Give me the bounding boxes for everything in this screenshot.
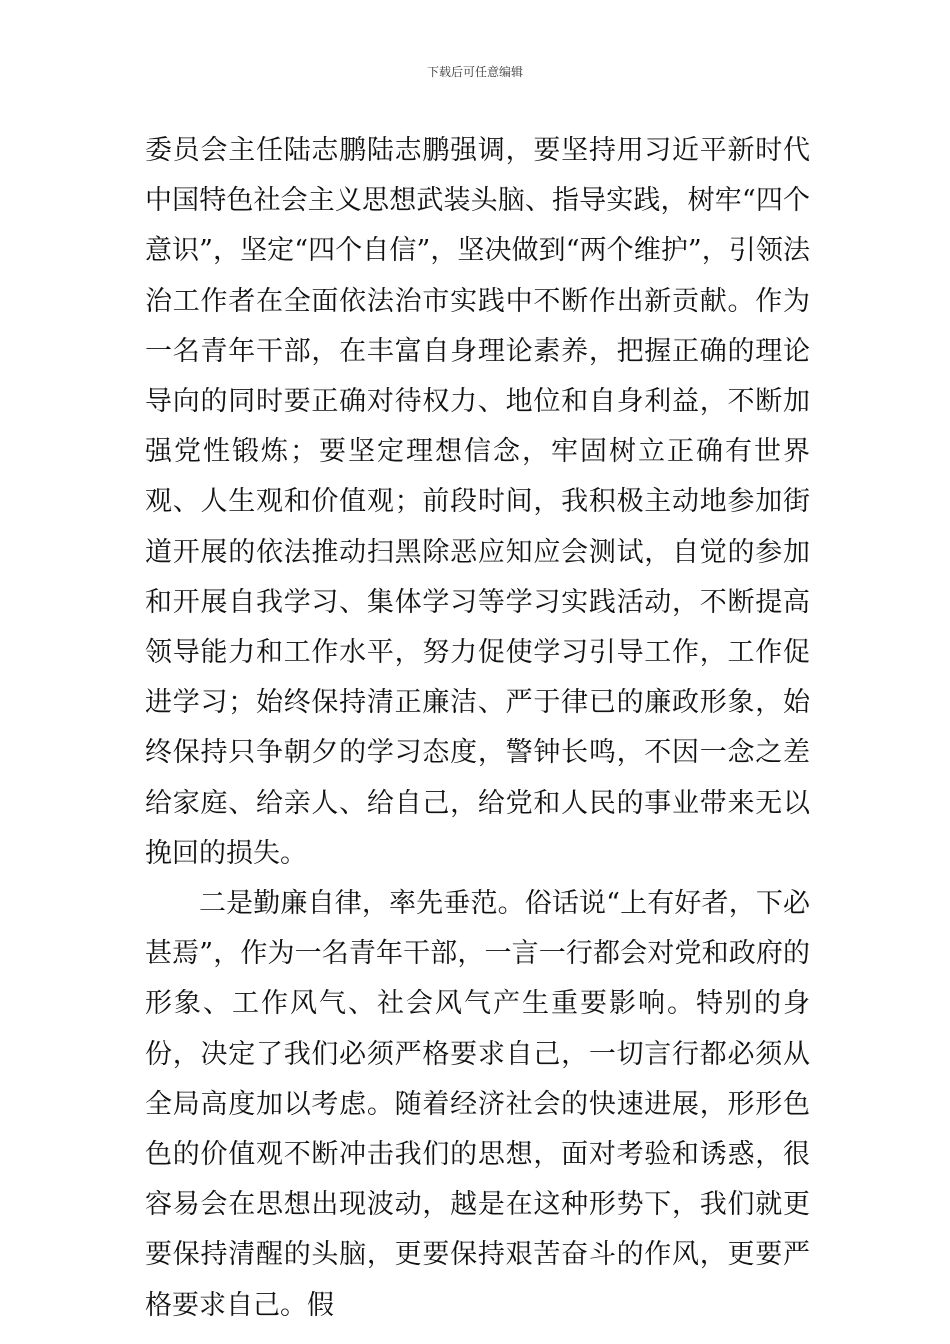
paragraph-second-point: 二是勤廉自律，率先垂范。俗话说“上有好者，下必甚焉”，作为一名青年干部，一言一行都会对党和政府的形象、工作风气、社会风气产生重要影响。特别的身份，决定了我们必须严格要求自己，一切言行都必须从全局高度加以考虑。随着经济社会的快速进展，形形色色的价值观不断冲击我们的思想，面对考验和诱惑，很容易会在思想出现波动，越是在这种形势下，我们就更要保持清醒的头脑，更要保持艰苦奋斗的作风，更要严格要求自己。假 xyxy=(145,888,810,1321)
page-header: 下载后可任意编辑 xyxy=(426,65,523,79)
paragraph-continuation: 委员会主任陆志鹏陆志鹏强调，要坚持用习近平新时代中国特色社会主义思想武装头脑、指导实践，树牢“四个意识”，坚定“四个自信”，坚决做到“两个维护”，引领法治工作者在全面依法治市实践中不断作出新贡献。作为一名青年干部，在丰富自身理论素养，把握正确的理论导向的同时要正确对待权力、地位和自身利益，不断加强党性锻炼；要坚定理想信念，牢固树立正确有世界观、人生观和价值观；前段时间，我积极主动地参加街道开展的依法推动扫黑除恶应知应会测试，自觉的参加和开展自我学习、集体学习等学习实践活动，不断提高领导能力和工作水平，努力促使学习引导工作，工作促进学习；始终保持清正廉洁、严于律已的廉政形象，始终保持只争朝夕的学习态度，警钟长鸣，不因一念之差给家庭、给亲人、给自己，给党和人民的事业带来无以挽回的损失。 xyxy=(145,135,810,869)
document-body xyxy=(145,126,810,1331)
